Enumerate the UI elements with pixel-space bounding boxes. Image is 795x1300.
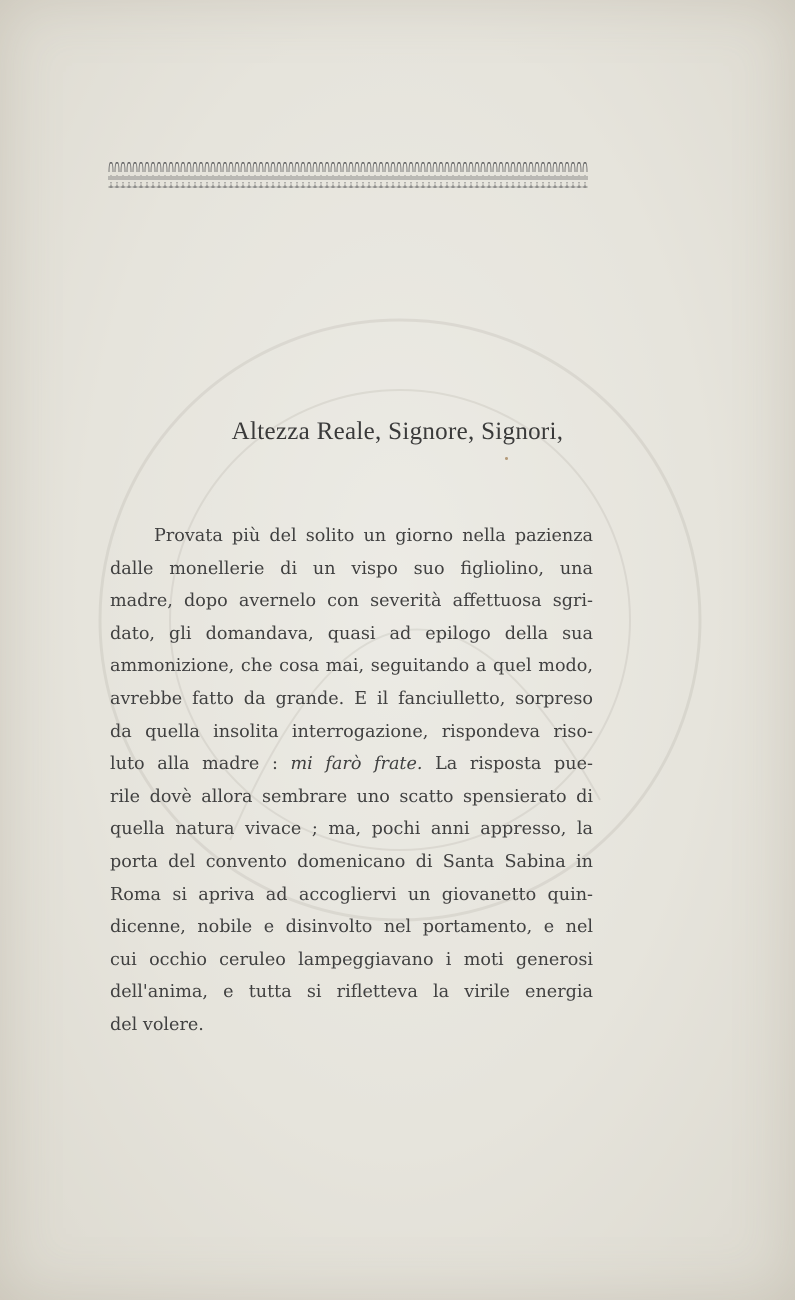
text-segment: luto alla madre : — [110, 754, 291, 775]
italic-quote: mi farò frate. — [290, 754, 423, 775]
text-line: porta del convento domenicano di Santa Sabina in — [110, 851, 593, 872]
address-heading: Altezza Reale, Signore, Signori, — [231, 418, 564, 445]
header-ornament-border — [108, 160, 588, 192]
text-line: avrebbe fatto da grande. E il fanciulletto, sorpreso — [110, 688, 593, 709]
text-line: quella natura vivace ; ma, pochi anni appresso, la — [110, 819, 593, 840]
text-line: cui occhio ceruleo lampeggiavano i moti generosi — [110, 949, 593, 970]
text-line: dell'anima, e tutta si rifletteva la virile energia — [110, 982, 593, 1003]
text-line: Provata più del solito un giorno nella pazienza — [154, 526, 593, 546]
text-line: del volere. — [110, 1014, 204, 1035]
text-line-with-quote — [110, 748, 593, 781]
text-line: da quella insolita interrogazione, rispondeva riso- — [110, 721, 593, 742]
text-segment: La risposta pue- — [422, 754, 593, 775]
text-line: dicenne, nobile e disinvolto nel portamento, e nel — [110, 917, 593, 938]
ink-speck — [505, 457, 508, 460]
text-line: madre, dopo avernelo con severità affettuosa sgri- — [110, 591, 593, 612]
text-line: rile dovè allora sembrare uno scatto spensierato di — [110, 786, 593, 807]
text-line: dalle monellerie di un vispo suo figliolino, una — [110, 558, 593, 579]
text-line: ammonizione, che cosa mai, seguitando a quel modo, — [110, 656, 593, 677]
body-paragraph — [110, 520, 593, 1042]
text-line: Roma si apriva ad accogliervi un giovanetto quin- — [110, 884, 593, 905]
text-line: dato, gli domandava, quasi ad epilogo della sua — [110, 623, 593, 644]
